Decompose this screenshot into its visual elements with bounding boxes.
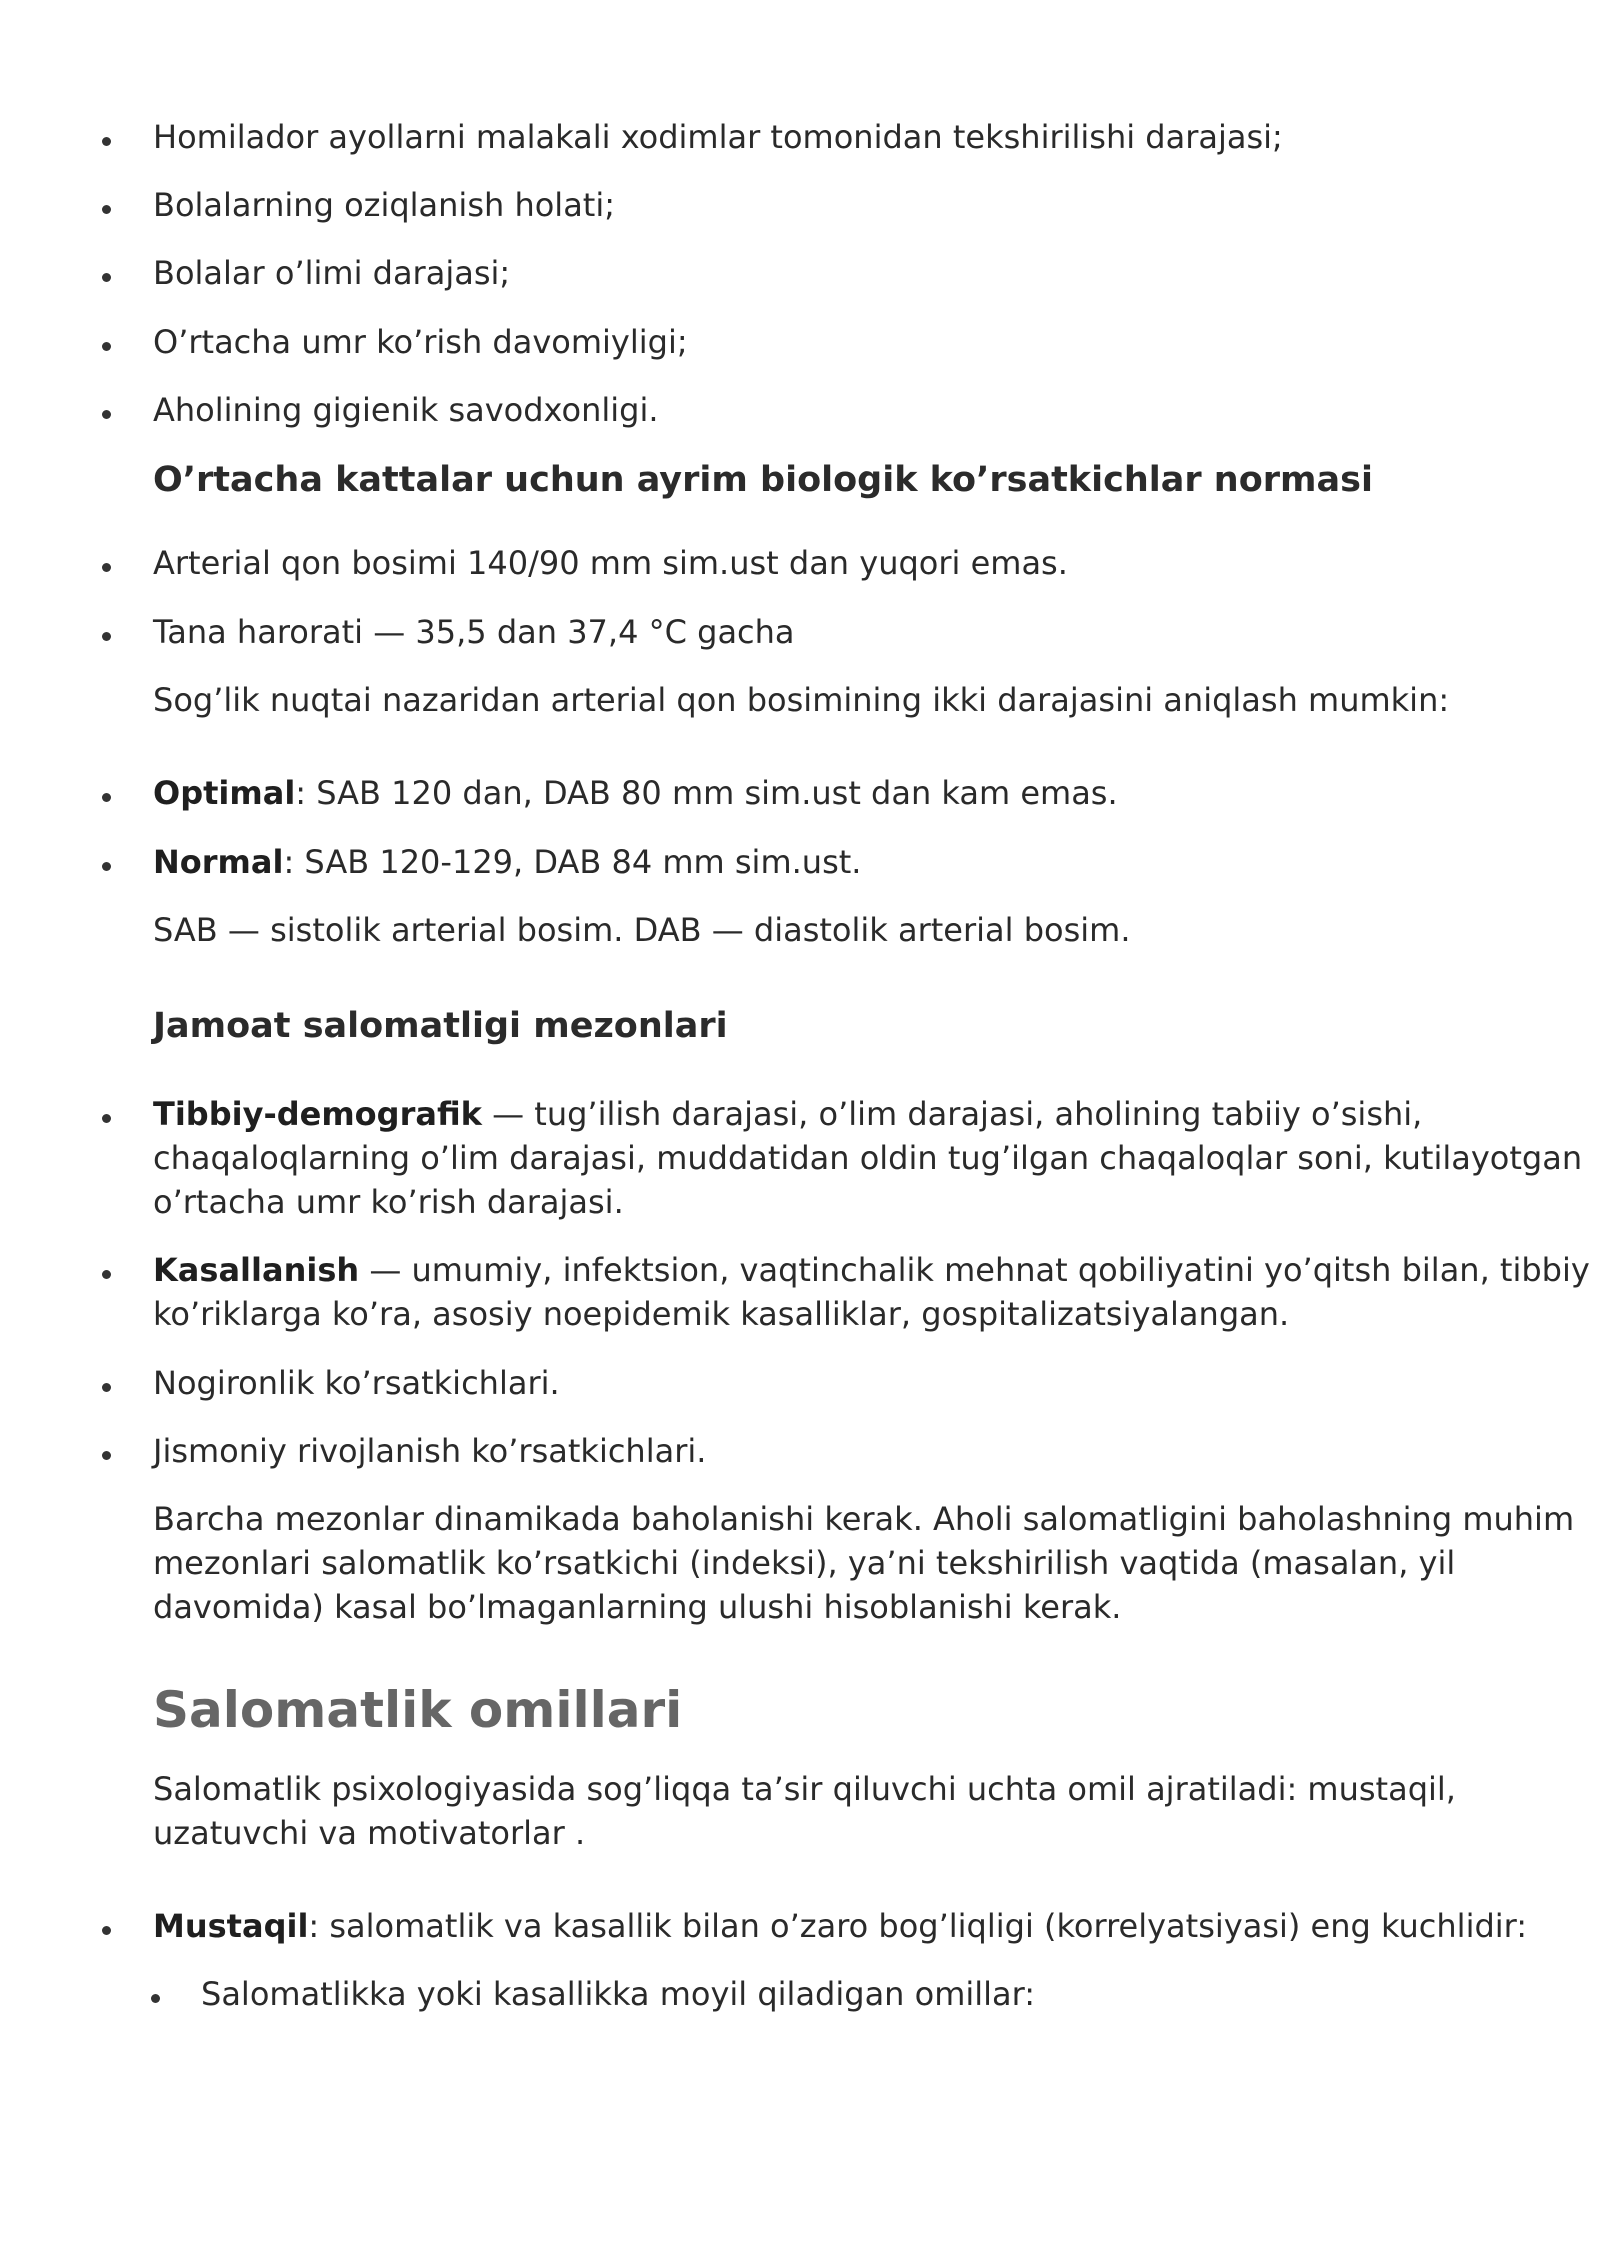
bullet: [102, 205, 111, 214]
bullet: [102, 137, 111, 146]
paragraph: SAB — sistolik arterial bosim. DAB — diastolik arterial bosim.: [153, 911, 1131, 949]
paragraph-line: Salomatlik psixologiyasida sog’liqqa ta’sir qiluvchi uchta omil ajratiladi: mustaqil,: [153, 1770, 1456, 1808]
chapter-heading: Salomatlik omillari: [153, 1681, 683, 1739]
paragraph: Sog’lik nuqtai nazaridan arterial qon bosimining ikki darajasini aniqlash mumkin:: [153, 681, 1450, 719]
list-item: Aholining gigienik savodxonligi.: [153, 391, 659, 429]
bullet: [102, 563, 111, 572]
list-item: [153, 1092, 1422, 1136]
bullet: [102, 1383, 111, 1392]
list-item: Arterial qon bosimi 140/90 mm sim.ust dan yuqori emas.: [153, 544, 1068, 582]
list-item-continuation: o’rtacha umr ko’rish darajasi.: [153, 1183, 624, 1221]
paragraph-line: davomida) kasal bo’lmaganlarning ulushi hisoblanishi kerak.: [153, 1588, 1122, 1626]
sub-bullet: [151, 1994, 160, 2003]
bullet: [102, 1270, 111, 1279]
list-item-continuation: ko’riklarga ko’ra, asosiy noepidemik kasalliklar, gospitalizatsiyalangan.: [153, 1295, 1290, 1333]
definition: : salomatlik va kasallik bilan o’zaro bog’liqligi (korrelyatsiyasi) eng kuchlidir:: [308, 1907, 1528, 1945]
list-item: [153, 1248, 1590, 1292]
paragraph-line: uzatuvchi va motivatorlar .: [153, 1814, 586, 1852]
bullet: [102, 1926, 111, 1935]
section-heading: Jamoat salomatligi mezonlari: [153, 1006, 728, 1046]
paragraph-line: Barcha mezonlar dinamikada baholanishi kerak. Aholi salomatligini baholashning muhim: [153, 1500, 1575, 1538]
term: Tibbiy-demografik: [153, 1095, 482, 1133]
section-heading: O’rtacha kattalar uchun ayrim biologik ko’rsatkichlar normasi: [153, 460, 1373, 500]
definition: — tug’ilish darajasi, o’lim darajasi, aholining tabiiy o’sishi,: [481, 1095, 1423, 1133]
list-item: Bolalar o’limi darajasi;: [153, 254, 511, 292]
list-item-continuation: chaqaloqlarning o’lim darajasi, muddatidan oldin tug’ilgan chaqaloqlar soni, kutilayotgan: [153, 1139, 1583, 1177]
bullet: [102, 273, 111, 282]
bullet: [102, 793, 111, 802]
term: Mustaqil: [153, 1907, 309, 1945]
bullet: [102, 1451, 111, 1460]
definition: : SAB 120 dan, DAB 80 mm sim.ust dan kam emas.: [295, 774, 1118, 812]
list-item: Bolalarning oziqlanish holati;: [153, 186, 616, 224]
bullet: [102, 862, 111, 871]
list-item: O’rtacha umr ko’rish davomiyligi;: [153, 323, 688, 361]
list-item: Homilador ayollarni malakali xodimlar tomonidan tekshirilishi darajasi;: [153, 118, 1283, 156]
term: Normal: [153, 843, 284, 881]
bullet: [102, 410, 111, 419]
sub-list-item: Salomatlikka yoki kasallikka moyil qiladigan omillar:: [201, 1975, 1036, 2013]
list-item: Jismoniy rivojlanish ko’rsatkichlari.: [153, 1432, 707, 1470]
bullet: [102, 632, 111, 641]
list-item: Nogironlik ko’rsatkichlari.: [153, 1364, 560, 1402]
bullet: [102, 1114, 111, 1123]
definition: : SAB 120-129, DAB 84 mm sim.ust.: [283, 843, 862, 881]
list-item: [153, 1904, 1527, 1948]
term: Optimal: [153, 774, 296, 812]
paragraph-line: mezonlari salomatlik ko’rsatkichi (indeksi), ya’ni tekshirilish vaqtida (masalan, yil: [153, 1544, 1456, 1582]
bullet: [102, 342, 111, 351]
term: Kasallanish: [153, 1251, 360, 1289]
list-item: Tana harorati — 35,5 dan 37,4 °C gacha: [153, 613, 795, 651]
definition: — umumiy, infektsion, vaqtinchalik mehnat qobiliyatini yo’qitsh bilan, tibbiy: [359, 1251, 1590, 1289]
list-item: [153, 771, 1118, 815]
list-item: [153, 840, 861, 884]
